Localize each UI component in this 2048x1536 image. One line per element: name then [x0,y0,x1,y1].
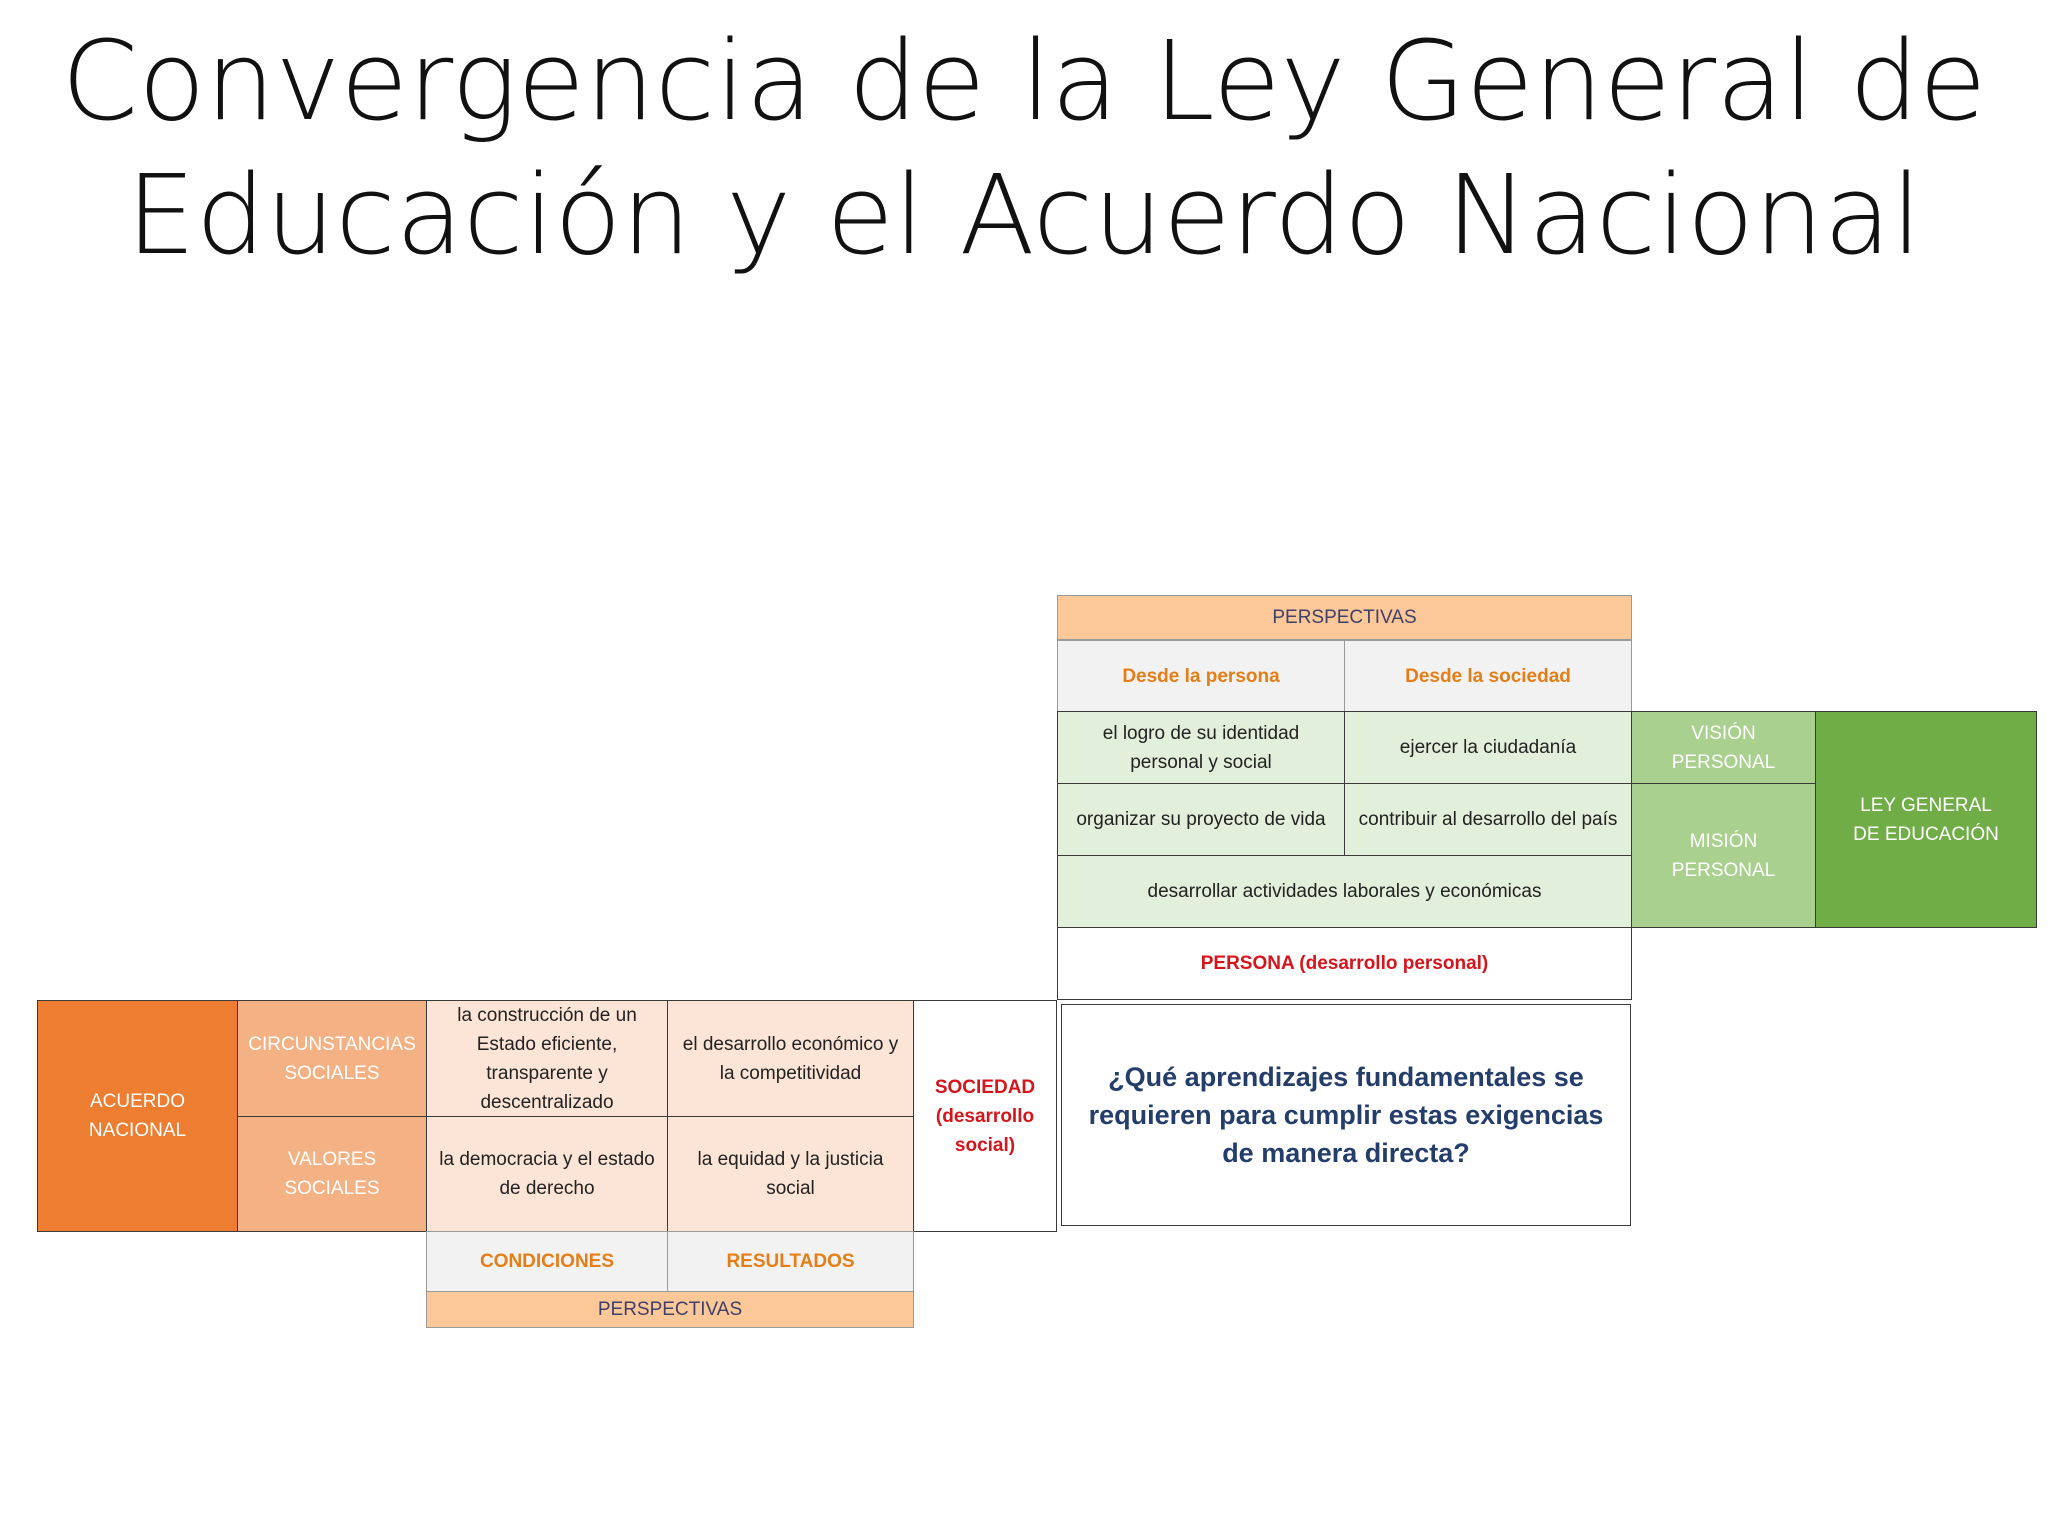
identidad-cell: el logro de su identidad personal y social [1057,711,1345,784]
condiciones-header: CONDICIONES [426,1231,668,1292]
slide-title [0,14,2048,282]
vision-personal-cell: VISIÓN PERSONAL [1631,711,1816,784]
proyecto-de-vida-cell: organizar su proyecto de vida [1057,783,1345,856]
equidad-cell: la equidad y la justicia social [667,1116,914,1232]
actividades-laborales-cell: desarrollar actividades laborales y económicas [1057,855,1632,928]
mision-personal-cell: MISIÓN PERSONAL [1631,783,1816,928]
circunstancias-sociales-cell: CIRCUNSTANCIAS SOCIALES [237,1000,427,1117]
persona-cell: PERSONA (desarrollo personal) [1057,927,1632,1000]
estado-eficiente-cell: la construcción de un Estado eficiente, transparente y descentralizado [426,1000,668,1117]
question-box: ¿Qué aprendizajes fundamentales se requieren para cumplir estas exigencias de manera directa? [1061,1004,1631,1226]
ciudadania-cell: ejercer la ciudadanía [1344,711,1632,784]
title-line-2: Educación y el Acuerdo Nacional [126,151,1922,279]
resultados-header: RESULTADOS [667,1231,914,1292]
ley-general-de-educacion-cell: LEY GENERAL DE EDUCACIÓN [1815,711,2037,928]
sociedad-cell: SOCIEDAD (desarrollo social) [913,1000,1057,1232]
democracia-cell: la democracia y el estado de derecho [426,1116,668,1232]
valores-sociales-cell: VALORES SOCIALES [237,1116,427,1232]
acuerdo-nacional-cell: ACUERDO NACIONAL [37,1000,238,1232]
ley-perspectivas-header: PERSPECTIVAS [1057,595,1632,640]
title-line-1: Convergencia de la Ley General de [61,17,1987,145]
desarrollo-economico-cell: el desarrollo económico y la competitividad [667,1000,914,1117]
desde-la-sociedad-header: Desde la sociedad [1344,640,1632,712]
acuerdo-perspectivas-footer: PERSPECTIVAS [426,1291,914,1328]
desarrollo-pais-cell: contribuir al desarrollo del país [1344,783,1632,856]
desde-la-persona-header: Desde la persona [1057,640,1345,712]
